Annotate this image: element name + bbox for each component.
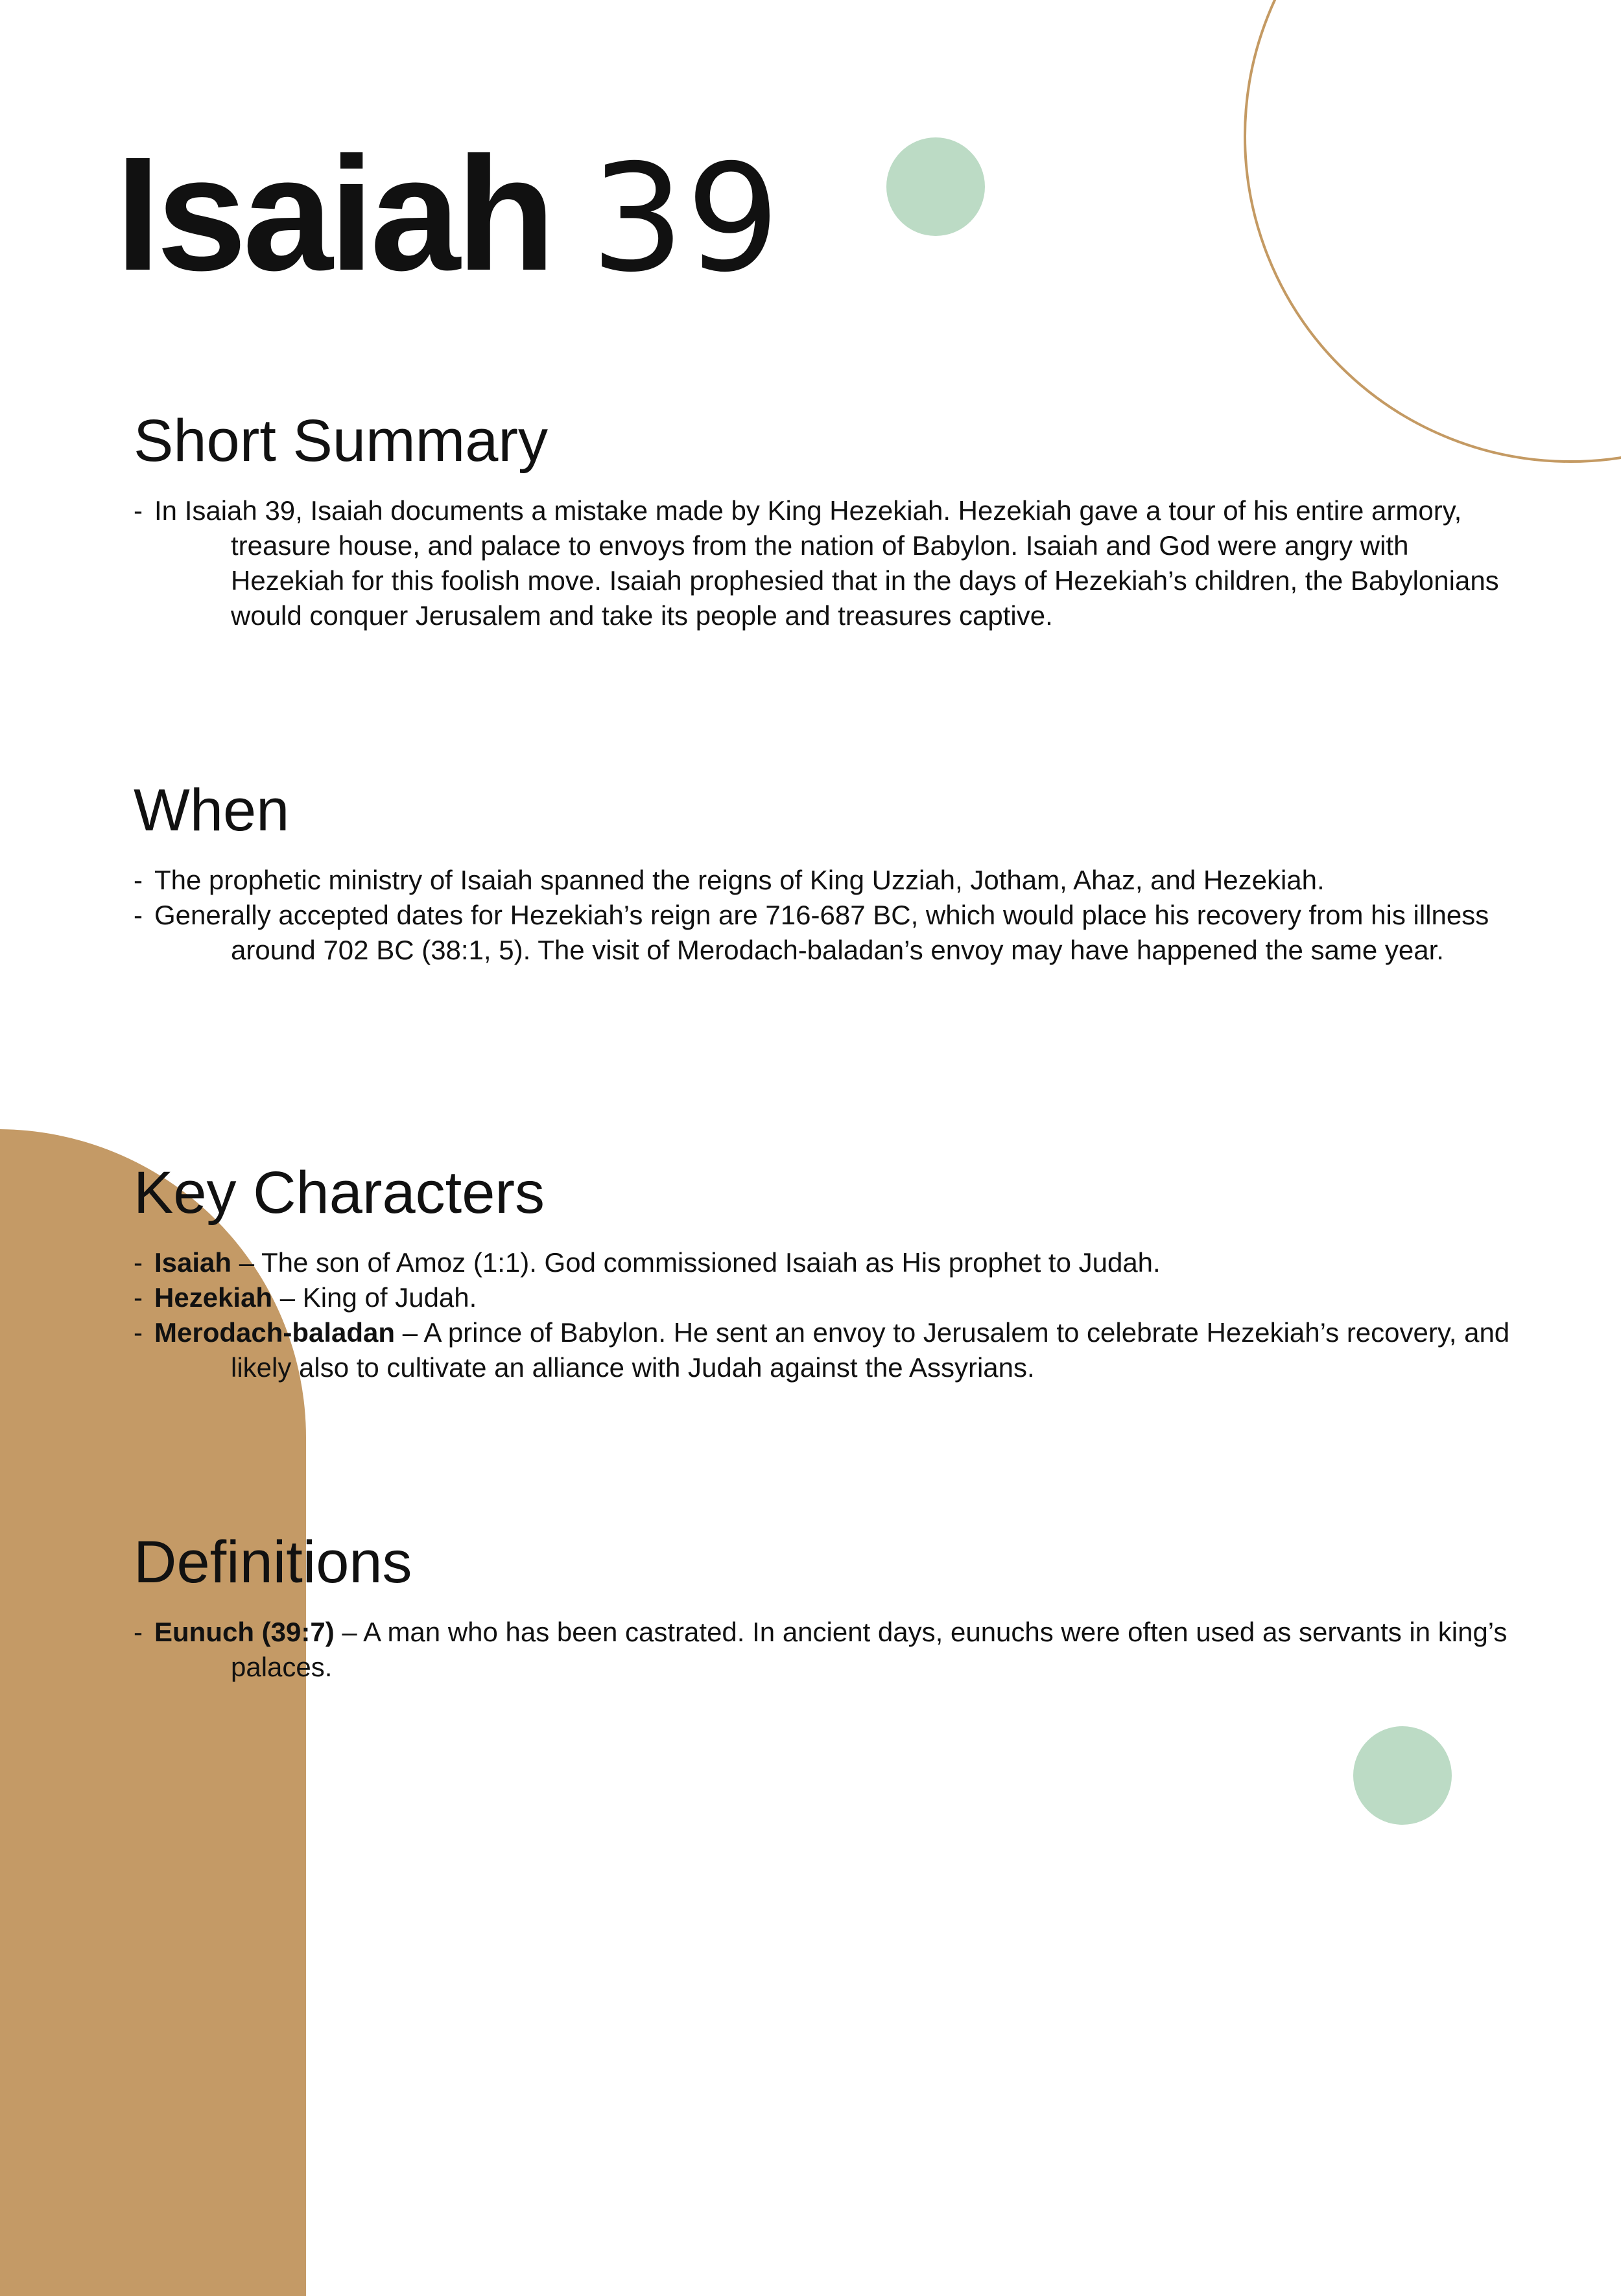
green-dot-bottom [1353,1726,1452,1825]
list-item [134,1315,1528,1385]
list-item [134,1245,1528,1280]
section-short-summary [134,408,1528,633]
section-heading: Key Characters [134,1160,545,1226]
section-heading: Definitions [134,1529,412,1595]
item-term: Merodach-baladan [154,1317,396,1348]
list-item [134,1615,1528,1685]
title-number: 39 [590,132,781,305]
item-text: – The son of Amoz (1:1). God commissioned Isaiah as His prophet to Judah. [231,1247,1161,1278]
item-term: Hezekiah [154,1282,273,1313]
item-text: Generally accepted dates for Hezekiah’s reign are 716-687 BC, which would place his recovery from his illness around 702 BC (38:1, 5). The visit of Merodach-baladan’s envoy may have happened the same year. [154,900,1489,966]
list-item [134,863,1528,898]
title-word: Isaiah [115,123,552,304]
bullet-marker: - [134,1247,143,1278]
section-heading: When [134,777,290,843]
section-when [134,778,1528,968]
item-text: – King of Judah. [272,1282,477,1313]
bullet-marker: - [134,1282,143,1313]
section-definitions [134,1530,1528,1685]
bullet-marker: - [134,1317,143,1348]
green-dot-top [886,137,985,236]
bullet-marker: - [134,900,143,931]
item-text: – A man who has been castrated. In ancient days, eunuchs were often used as servants in king’s palaces. [231,1617,1508,1683]
item-term: Eunuch (39:7) [154,1617,335,1648]
bullet-marker: - [134,865,143,896]
list-item [134,493,1528,633]
list-item [134,898,1528,968]
page-title [115,123,781,305]
bullet-marker: - [134,495,143,526]
item-term: Isaiah [154,1247,232,1278]
section-heading: Short Summary [134,408,549,474]
section-key-characters [134,1160,1528,1385]
outline-circle-shape [1244,0,1621,463]
item-text: The prophetic ministry of Isaiah spanned the reigns of King Uzziah, Jotham, Ahaz, and Hezekiah. [154,865,1325,896]
item-text: In Isaiah 39, Isaiah documents a mistake made by King Hezekiah. Hezekiah gave a tour of his entire armory, treasure house, and palace to envoys from the nation of Babylon. Isaiah and God were angry with Hezekiah for this foolish move. Isaiah prophesied that in the days of Hezekiah’s children, the Babylonians would conquer Jerusalem and take its people and treasures captive. [154,495,1499,631]
item-text: – A prince of Babylon. He sent an envoy to Jerusalem to celebrate Hezekiah’s recovery, and likely also to cultivate an alliance with Judah against the Assyrians. [231,1317,1510,1383]
list-item [134,1280,1528,1315]
bullet-marker: - [134,1617,143,1648]
